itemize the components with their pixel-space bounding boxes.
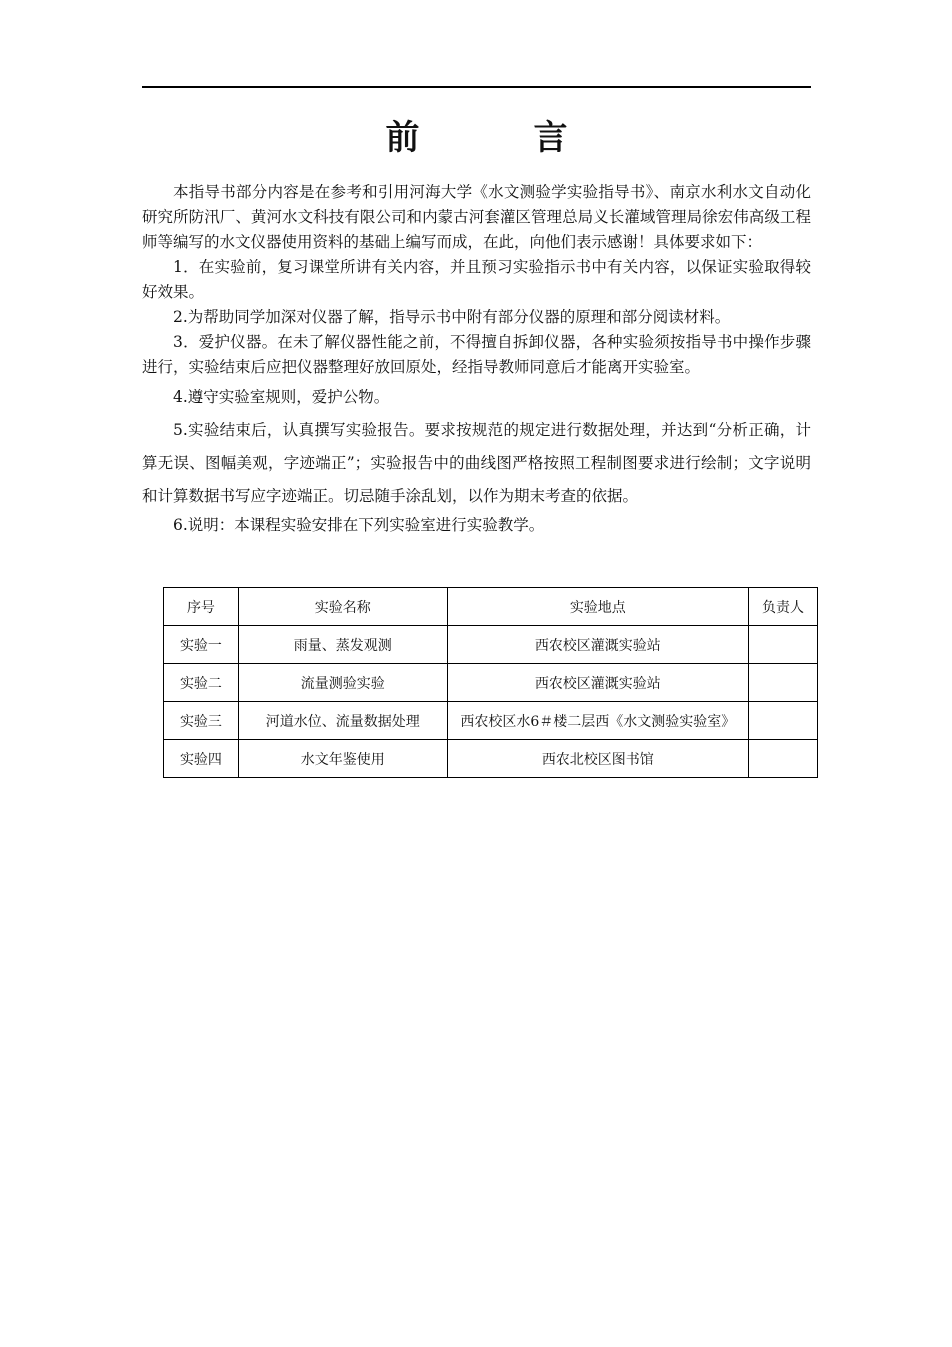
header-owner: 负责人 [749,588,818,626]
paragraph-item-6: 6.说明：本课程实验安排在下列实验室进行实验教学。 [173,516,545,534]
page-title: 前 言 [385,118,608,158]
paragraph-item-2: 2.为帮助同学加深对仪器了解，指导示书中附有部分仪器的原理和部分阅读材料。 [173,308,731,326]
header-rule [142,86,811,88]
paragraph-item-3: 3．爱护仪器。在未了解仪器性能之前，不得擅自拆卸仪器，各种实验须按指导书中操作步骤进行，实验结束后应把仪器整理好放回原处，经指导教师同意后才能离开实验室。 [142,333,811,376]
cell-name: 雨量、蒸发观测 [238,626,447,664]
preface-body [142,180,811,538]
paragraph-item-5: 5.实验结束后，认真撰写实验报告。要求按规范的规定进行数据处理，并达到“分析正确，计算无误、图幅美观，字迹端正”；实验报告中的曲线图严格按照工程制图要求进行绘制；文字说明和计算数据书写应字迹端正。切忌随手涂乱划，以作为期末考查的依据。 [142,421,811,505]
cell-location: 西农北校区图书馆 [447,740,749,778]
paragraph-item-1: 1．在实验前，复习课堂所讲有关内容，并且预习实验指示书中有关内容，以保证实验取得较好效果。 [142,258,811,301]
cell-name: 水文年鉴使用 [238,740,447,778]
cell-seq: 实验二 [164,664,239,702]
paragraph-item-4: 4.遵守实验室规则，爱护公物。 [173,388,390,406]
cell-name: 河道水位、流量数据处理 [238,702,447,740]
cell-seq: 实验三 [164,702,239,740]
cell-owner [749,664,818,702]
table-header-row [164,588,818,626]
cell-owner [749,626,818,664]
cell-location: 西农校区灌溉实验站 [447,664,749,702]
header-name: 实验名称 [238,588,447,626]
cell-owner [749,702,818,740]
cell-name: 流量测验实验 [238,664,447,702]
paragraph-intro: 本指导书部分内容是在参考和引用河海大学《水文测验学实验指导书》、南京水利水文自动化研究所防汛厂、黄河水文科技有限公司和内蒙古河套灌区管理总局义长灌域管理局徐宏伟高级工程师等编写的水文仪器使用资料的基础上编写而成，在此，向他们表示感谢！具体要求如下： [142,183,811,251]
cell-location: 西农校区灌溉实验站 [447,626,749,664]
lab-schedule-table [163,587,818,778]
cell-owner [749,740,818,778]
cell-location: 西农校区水6＃楼二层西《水文测验实验室》 [447,702,749,740]
table-row [164,626,818,664]
header-seq: 序号 [164,588,239,626]
header-location: 实验地点 [447,588,749,626]
table-row [164,740,818,778]
cell-seq: 实验四 [164,740,239,778]
table-row [164,664,818,702]
table-row [164,702,818,740]
cell-seq: 实验一 [164,626,239,664]
